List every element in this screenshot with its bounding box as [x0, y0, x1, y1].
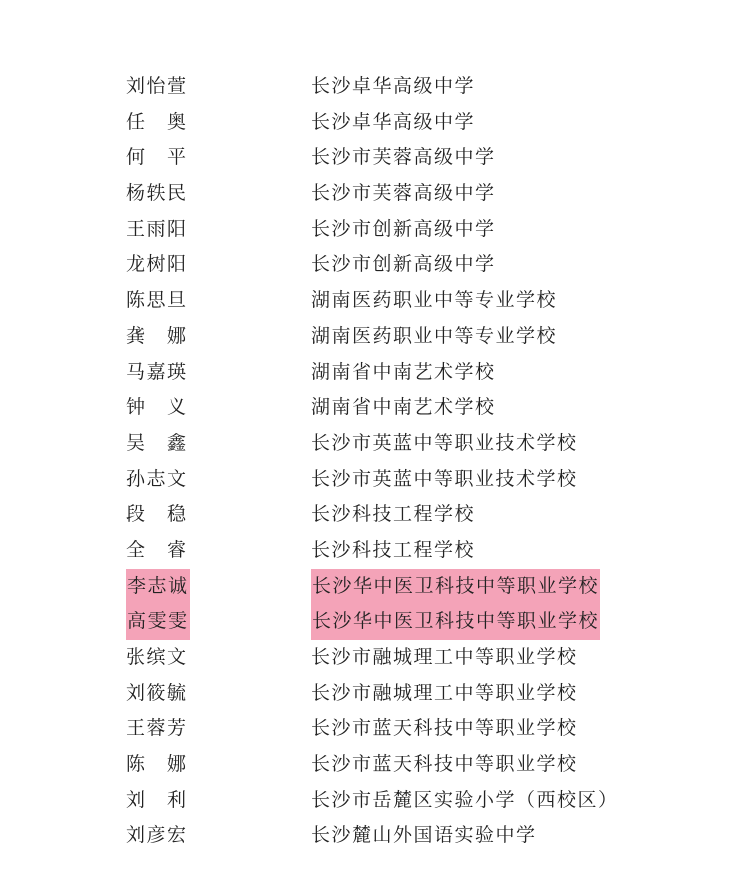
school-name: 长沙市创新高级中学: [311, 217, 496, 240]
person-name: 陈 娜: [126, 753, 188, 776]
name-school-list: [0, 69, 750, 854]
school-name: 长沙市融城理工中等职业学校: [311, 646, 578, 668]
person-name: 刘筱毓: [126, 681, 188, 704]
list-item: [0, 640, 750, 676]
school-name: 长沙市融城理工中等职业学校: [311, 681, 578, 704]
list-item: [0, 140, 750, 176]
school-name: 长沙华中医卫科技中等职业学校: [311, 604, 600, 640]
school-name: 长沙卓华高级中学: [311, 75, 476, 97]
list-item: [0, 676, 750, 712]
school-name: 湖南医药职业中等专业学校: [311, 289, 558, 312]
person-name: 段 稳: [126, 503, 188, 526]
school-name: 长沙市岳麓区实验小学（西校区）: [311, 788, 619, 811]
person-name: 何 平: [126, 146, 188, 169]
school-name: 长沙科技工程学校: [311, 503, 476, 526]
person-name: 李志诚: [126, 569, 190, 605]
list-item: [0, 604, 750, 640]
person-name: 王雨阳: [126, 217, 188, 240]
person-name: 陈思旦: [126, 289, 188, 312]
list-item: [0, 462, 750, 498]
person-name: 刘彦宏: [126, 824, 188, 847]
list-item: [0, 533, 750, 569]
person-name: 全 睿: [126, 538, 188, 561]
school-name: 长沙市英蓝中等职业技术学校: [311, 431, 578, 454]
school-name: 湖南省中南艺术学校: [311, 396, 496, 419]
school-name: 长沙市芙蓉高级中学: [311, 146, 496, 169]
school-name: 长沙麓山外国语实验中学: [311, 824, 537, 847]
person-name: 王蓉芳: [126, 717, 188, 740]
person-name: 龚 娜: [126, 324, 188, 347]
list-item: [0, 390, 750, 426]
school-name: 长沙市英蓝中等职业技术学校: [311, 467, 578, 490]
list-item: [0, 711, 750, 747]
school-name: 湖南省中南艺术学校: [311, 360, 496, 383]
list-item: [0, 247, 750, 283]
list-item: [0, 176, 750, 212]
list-item: [0, 497, 750, 533]
person-name: 吴 鑫: [126, 431, 188, 454]
person-name: 龙树阳: [126, 253, 188, 276]
school-name: 长沙卓华高级中学: [311, 110, 476, 133]
list-item: [0, 569, 750, 605]
person-name: 任 奥: [126, 110, 188, 133]
list-item: [0, 212, 750, 248]
list-item: [0, 319, 750, 355]
person-name: 刘 利: [126, 788, 188, 811]
person-name: 杨轶民: [126, 182, 188, 205]
school-name: 长沙市创新高级中学: [311, 253, 496, 276]
school-name: 长沙华中医卫科技中等职业学校: [311, 569, 600, 605]
person-name: 孙志文: [126, 467, 188, 490]
list-item: [0, 283, 750, 319]
person-name: 张缤文: [126, 646, 188, 668]
list-item: [0, 426, 750, 462]
school-name: 长沙市芙蓉高级中学: [311, 182, 496, 205]
school-name: 长沙科技工程学校: [311, 538, 476, 561]
person-name: 钟 义: [126, 396, 188, 419]
list-item: [0, 355, 750, 391]
list-item: [0, 747, 750, 783]
list-item: [0, 783, 750, 819]
school-name: 长沙市蓝天科技中等职业学校: [311, 717, 578, 740]
list-item: [0, 105, 750, 141]
school-name: 湖南医药职业中等专业学校: [311, 324, 558, 347]
list-item: [0, 69, 750, 105]
person-name: 高雯雯: [126, 604, 190, 640]
list-item: [0, 818, 750, 854]
person-name: 刘怡萱: [126, 75, 188, 97]
school-name: 长沙市蓝天科技中等职业学校: [311, 753, 578, 776]
person-name: 马嘉瑛: [126, 360, 188, 383]
